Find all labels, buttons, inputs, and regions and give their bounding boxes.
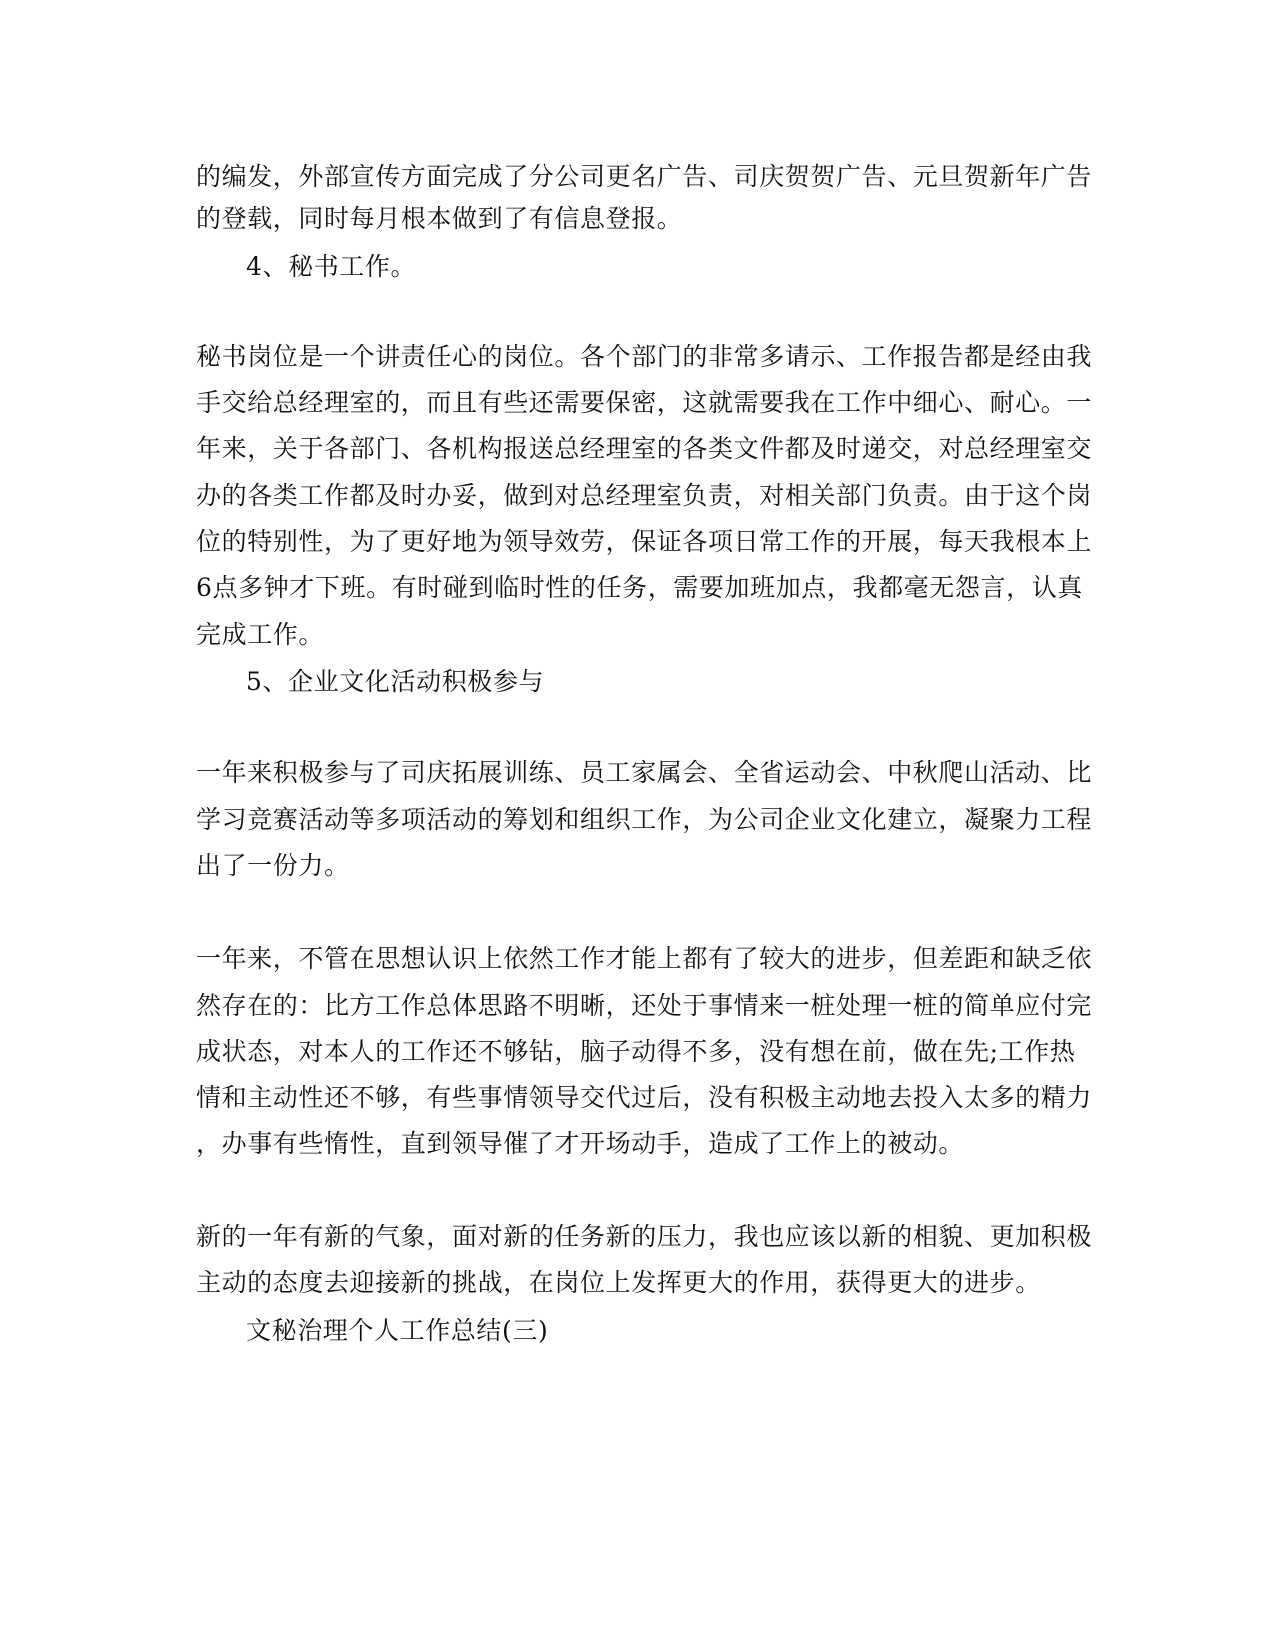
text-line: 成状态，对本人的工作还不够钻，脑子动得不多，没有想在前，做在先;工作热 xyxy=(196,1037,1076,1066)
text-line: ，办事有些惰性，直到领导催了才开场动手，造成了工作上的被动。 xyxy=(196,1129,965,1158)
section-heading: 文秘治理个人工作总结(三) xyxy=(246,1316,549,1345)
text-line: 年来，关于各部门、各机构报送总经理室的各类文件都及时递交，对总经理室交 xyxy=(196,434,1093,463)
text-line: 6点多钟才下班。有时碰到临时性的任务，需要加班加点，我都毫无怨言，认真 xyxy=(196,573,1083,602)
text-line: 完成工作。 xyxy=(196,620,325,649)
text-line: 位的特别性，为了更好地为领导效劳，保证各项日常工作的开展，每天我根本上 xyxy=(196,527,1093,556)
text-line: 新的一年有新的气象，面对新的任务新的压力，我也应该以新的相貌、更加积极 xyxy=(196,1222,1093,1251)
section-heading: 5、企业文化活动积极参与 xyxy=(246,667,545,696)
text-line: 一年来积极参与了司庆拓展训练、员工家属会、全省运动会、中秋爬山活动、比 xyxy=(196,758,1093,787)
text-line: 的编发，外部宣传方面完成了分公司更名广告、司庆贺贺广告、元旦贺新年广告 xyxy=(196,162,1093,191)
text-line: 的登载，同时每月根本做到了有信息登报。 xyxy=(196,204,683,233)
text-line: 然存在的：比方工作总体思路不明晰，还处于事情来一桩处理一桩的简单应付完 xyxy=(196,991,1093,1020)
text-line: 学习竞赛活动等多项活动的筹划和组织工作，为公司企业文化建立，凝聚力工程 xyxy=(196,805,1093,834)
text-line: 出了一份力。 xyxy=(196,851,350,880)
text-line: 情和主动性还不够，有些事情领导交代过后，没有积极主动地去投入太多的精力 xyxy=(196,1083,1093,1112)
text-line: 一年来，不管在思想认识上依然工作才能上都有了较大的进步，但差距和缺乏依 xyxy=(196,944,1093,973)
section-heading: 4、秘书工作。 xyxy=(246,252,417,281)
text-line: 主动的态度去迎接新的挑战，在岗位上发挥更大的作用，获得更大的进步。 xyxy=(196,1268,1041,1297)
text-line: 手交给总经理室的，而且有些还需要保密，这就需要我在工作中细心、耐心。一 xyxy=(196,388,1093,417)
text-line: 秘书岗位是一个讲责任心的岗位。各个部门的非常多请示、工作报告都是经由我 xyxy=(196,342,1093,371)
text-line: 办的各类工作都及时办妥，做到对总经理室负责，对相关部门负责。由于这个岗 xyxy=(196,481,1093,510)
